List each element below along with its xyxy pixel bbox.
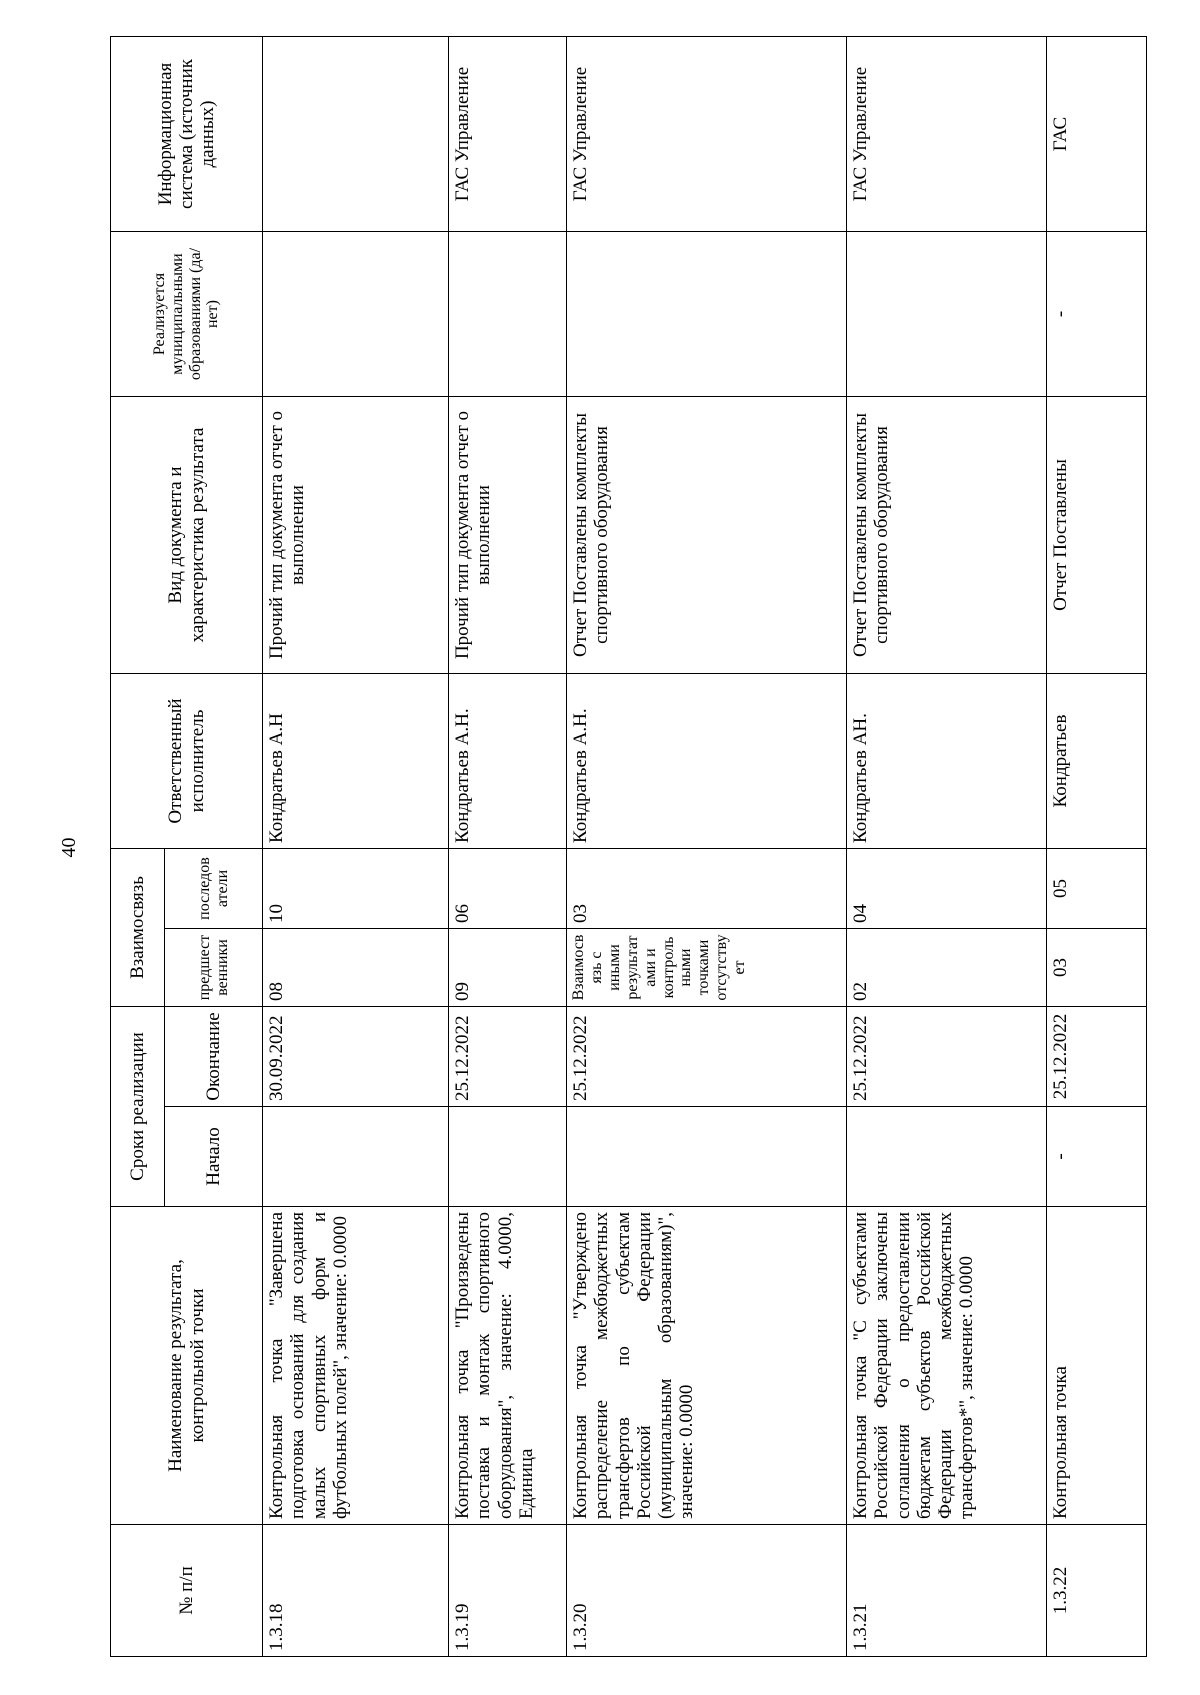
header-end: Окончание — [165, 1007, 263, 1107]
row-num: 1.3.21 — [847, 1525, 1047, 1657]
header-mun: Реализуется муниципальными образованиями (да/нет) — [111, 232, 263, 397]
row-doc: Прочий тип документа отчет о выполнении — [449, 397, 567, 674]
row-num: 1.3.18 — [263, 1525, 449, 1657]
row-info: ГАС — [1047, 37, 1147, 232]
row-doc: Прочий тип документа отчет о выполнении — [263, 397, 449, 674]
table-row — [449, 37, 567, 1657]
header-pred: предшественники — [165, 929, 263, 1007]
row-resp: Кондратьев А.Н — [263, 674, 449, 849]
row-name: Контрольная точка "Завершена подготовка оснований для создания малых спортивных форм и футбольных полей", значение: 0.0000 — [263, 1207, 449, 1525]
row-doc: Отчет Поставлены комплекты спортивного оборудования — [567, 397, 847, 674]
row-name: Контрольная точка "С субъектами Российской Федерации заключены соглашения о предоставлении бюджетам субъектов Российской Федерации межбюджетных трансфертов*", значение: 0.0000 — [847, 1207, 1047, 1525]
row-name: Контрольная точка "Произведены поставка и монтаж спортивного оборудования", значение: 4.0000, Единица — [449, 1207, 567, 1525]
row-mun — [449, 232, 567, 397]
row-num: 1.3.22 — [1047, 1525, 1147, 1657]
row-info — [263, 37, 449, 232]
row-doc: Отчет Поставлены — [1047, 397, 1147, 674]
row-end: 25.12.2022 — [1047, 1007, 1147, 1107]
control-points-table — [110, 36, 1147, 1657]
row-start: - — [1047, 1107, 1147, 1207]
row-num: 1.3.20 — [567, 1525, 847, 1657]
row-pred: 08 — [263, 929, 449, 1007]
row-resp: Кондратьев АН. — [847, 674, 1047, 849]
row-name: Контрольная точка "Утверждено распределение межбюджетных трансфертов по субъектам Российской Федерации (муниципальным образованиям)", значение: 0.0000 — [567, 1207, 847, 1525]
row-succ: 05 — [1047, 849, 1147, 929]
row-end: 25.12.2022 — [847, 1007, 1047, 1107]
header-resp: Ответственный исполнитель — [111, 674, 263, 849]
header-info: Информационная система (источник данных) — [111, 37, 263, 232]
row-name: Контрольная точка — [1047, 1207, 1147, 1525]
table-row — [263, 37, 449, 1657]
header-row-1 — [111, 37, 165, 1657]
header-start: Начало — [165, 1107, 263, 1207]
row-start — [847, 1107, 1047, 1207]
row-info: ГАС Управление — [449, 37, 567, 232]
row-succ: 10 — [263, 849, 449, 929]
row-resp: Кондратьев А.Н. — [567, 674, 847, 849]
row-num: 1.3.19 — [449, 1525, 567, 1657]
row-pred: 09 — [449, 929, 567, 1007]
row-start — [567, 1107, 847, 1207]
row-resp: Кондратьев — [1047, 674, 1147, 849]
row-end: 25.12.2022 — [449, 1007, 567, 1107]
row-pred: 02 — [847, 929, 1047, 1007]
header-doc: Вид документа и характеристика результата — [111, 397, 263, 674]
row-end: 25.12.2022 — [567, 1007, 847, 1107]
row-end: 30.09.2022 — [263, 1007, 449, 1107]
row-resp: Кондратьев А.Н. — [449, 674, 567, 849]
row-mun — [263, 232, 449, 397]
row-info: ГАС Управление — [847, 37, 1047, 232]
row-mun — [847, 232, 1047, 397]
table-row — [847, 37, 1047, 1657]
row-mun — [567, 232, 847, 397]
row-start — [263, 1107, 449, 1207]
row-succ: 06 — [449, 849, 567, 929]
header-name: Наименование результата, контрольной точки — [111, 1207, 263, 1525]
table-row — [1047, 37, 1147, 1657]
row-doc: Отчет Поставлены комплекты спортивного оборудования — [847, 397, 1047, 674]
header-dates: Сроки реализации — [111, 1007, 165, 1207]
row-pred: Взаимосвязь с иными результатами и контрольными точками отсутствует — [567, 929, 847, 1007]
row-pred: 03 — [1047, 929, 1147, 1007]
row-info: ГАС Управление — [567, 37, 847, 232]
row-succ: 03 — [567, 849, 847, 929]
header-succ: последователи — [165, 849, 263, 929]
header-link: Взаимосвязь — [111, 849, 165, 1007]
row-mun: - — [1047, 232, 1147, 397]
row-succ: 04 — [847, 849, 1047, 929]
row-start — [449, 1107, 567, 1207]
header-num: № п/п — [111, 1525, 263, 1657]
page-number: 40 — [58, 837, 80, 858]
table-row — [567, 37, 847, 1657]
